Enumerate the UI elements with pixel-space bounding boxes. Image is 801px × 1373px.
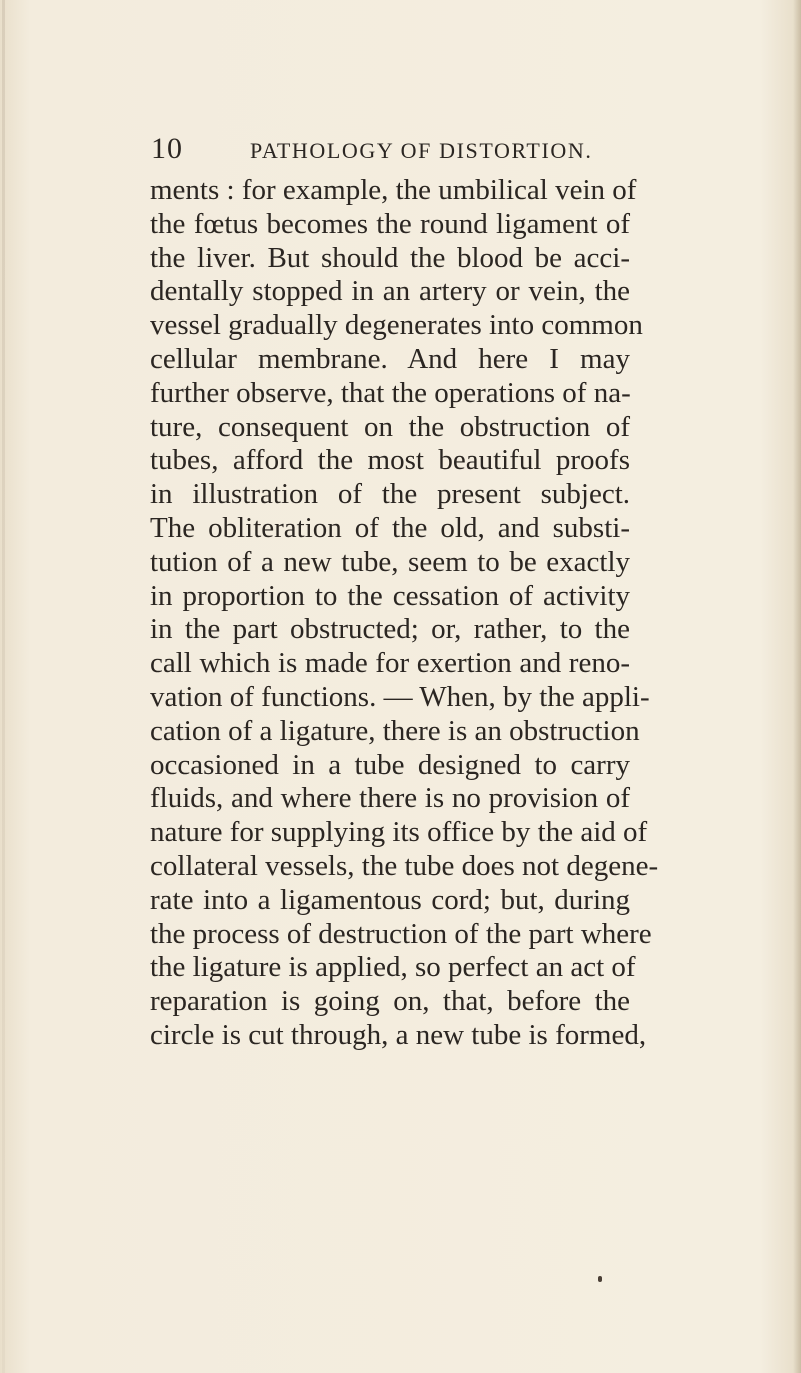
text-line: the ligature is applied, so perfect an act of [150,951,636,984]
page-header [0,132,801,172]
text-line: reparation is going on, that, before the [150,985,630,1018]
page-number: 10 [151,132,183,165]
text-line: the liver. But should the blood be acci- [150,241,630,274]
body-text [150,174,659,1053]
text-line: collateral vessels, the tube does not degene- [150,849,659,882]
text-line: ture, consequent on the obstruction of [150,410,630,443]
text-line: the fœtus becomes the round ligament of [150,207,630,240]
text-line: rate into a ligamentous cord; but, during [150,883,630,916]
text-line: further observe, that the operations of na- [150,376,631,409]
text-line: the process of destruction of the part where [150,917,652,950]
text-line: in the part obstructed; or, rather, to the [150,613,630,646]
page-right-edge [793,0,801,1373]
text-line: circle is cut through, a new tube is formed, [150,1018,647,1051]
text-line: cation of a ligature, there is an obstruction [150,714,640,747]
text-line: tubes, afford the most beautiful proofs [150,444,630,477]
text-line: in illustration of the present subject. [150,478,630,511]
ink-speck [598,1276,602,1282]
text-line: vessel gradually degenerates into common [150,309,643,342]
text-line: fluids, and where there is no provision of [150,782,630,815]
text-line: call which is made for exertion and reno- [150,647,630,680]
text-line: The obliteration of the old, and substi- [150,511,630,544]
text-line: ments : for example, the umbilical vein of [150,174,637,206]
page-left-edge [2,0,5,1373]
text-line: dentally stopped in an artery or vein, the [150,275,630,308]
running-head: PATHOLOGY OF DISTORTION. [250,138,593,163]
text-line: vation of functions. — When, by the appli- [150,680,650,713]
text-line: in proportion to the cessation of activity [150,579,630,612]
text-line: nature for supplying its office by the aid of [150,816,648,849]
text-line: occasioned in a tube designed to carry [150,748,630,781]
text-line: tution of a new tube, seem to be exactly [150,545,630,578]
text-line: cellular membrane. And here I may [150,342,630,375]
